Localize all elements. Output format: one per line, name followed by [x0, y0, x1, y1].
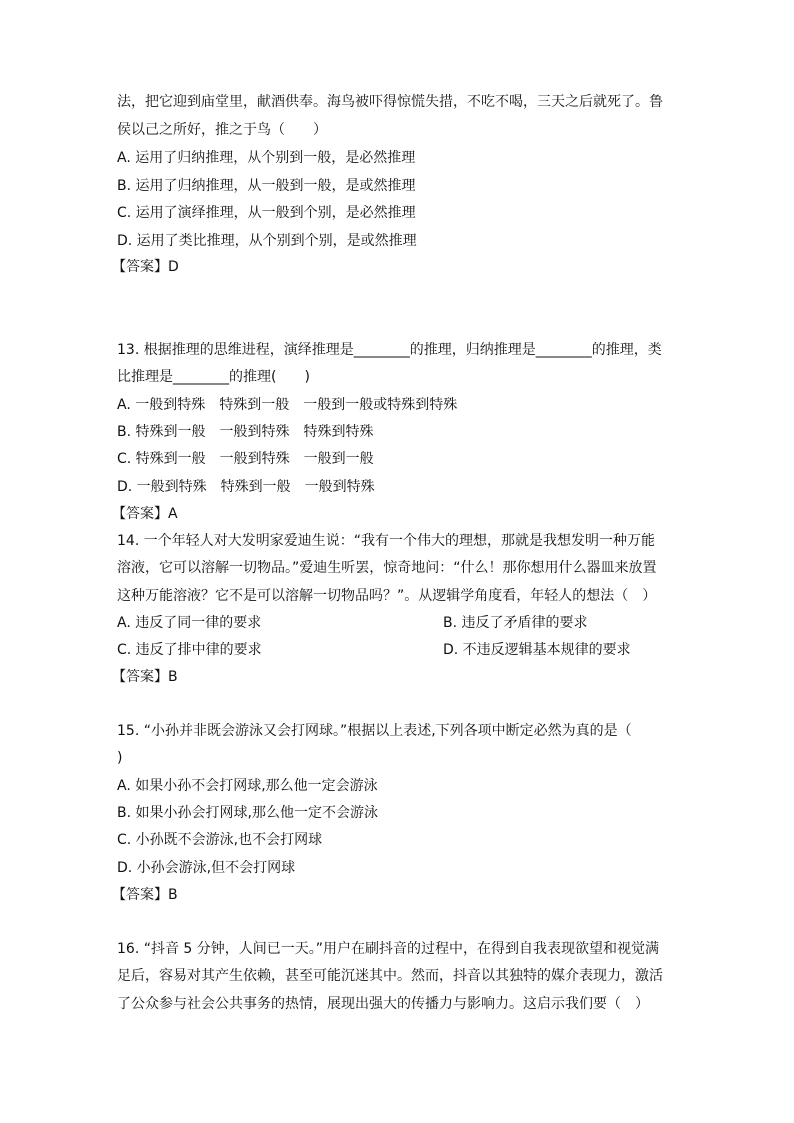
- question-text: 了公众参与社会公共事务的热情，展现出强大的传播力与影响力。这启示我们要（ ）: [117, 996, 649, 1012]
- question-text: ): [117, 750, 123, 766]
- question-text: 13. 根据推理的思维进程，演绎推理是________的推理，归纳推理是________的推理，类: [117, 342, 662, 358]
- question-text: 侯以己之所好，推之于鸟（ ）: [117, 122, 327, 138]
- option-a: A. 如果小孙不会打网球,那么他一定会游泳: [117, 778, 378, 794]
- question-text: 法，把它迎到庙堂里，献酒供奉。海鸟被吓得惊慌失措，不吃不喝，三天之后就死了。鲁: [117, 94, 663, 110]
- option-b: B. 如果小孙会打网球,那么他一定不会游泳: [117, 805, 378, 821]
- question-text: 溶液，它可以溶解一切物品。”爱迪生听罢，惊奇地问：“什么！那你想用什么器皿来放置: [117, 560, 657, 576]
- option-d: D. 不违反逻辑基本规律的要求: [443, 642, 631, 658]
- option-c: C. 运用了演绎推理，从一般到个别，是必然推理: [117, 205, 416, 221]
- option-a: A. 一般到特殊 特殊到一般 一般到一般或特殊到特殊: [117, 397, 458, 413]
- option-d: D. 小孙会游泳,但不会打网球: [117, 860, 296, 876]
- option-d: D. 运用了类比推理，从个别到个别，是或然推理: [117, 233, 417, 249]
- option-c: C. 特殊到一般 一般到特殊 一般到一般: [117, 451, 374, 467]
- answer: 【答案】D: [112, 259, 179, 275]
- question-text: 14. 一个年轻人对大发明家爱迪生说：“我有一个伟大的理想，那就是我想发明一种万能: [117, 533, 655, 549]
- question-text: 比推理是________的推理( ): [117, 369, 310, 385]
- question-text: 15. “小孙并非既会游泳又会打网球。”根据以上表述,下列各项中断定必然为真的是（: [117, 723, 632, 739]
- option-c: C. 小孙既不会游泳,也不会打网球: [117, 832, 323, 848]
- option-b: B. 特殊到一般 一般到特殊 特殊到特殊: [117, 424, 374, 440]
- question-text: 16. “抖音 5 分钟，人间已一天。”用户在刷抖音的过程中，在得到自我表现欲望和视觉满: [117, 941, 660, 957]
- question-text: 这种万能溶液？它不是可以溶解一切物品吗？”。从逻辑学角度看，年轻人的想法（ ）: [117, 588, 657, 604]
- option-b: B. 违反了矛盾律的要求: [443, 615, 588, 631]
- question-text: 足后，容易对其产生依赖，甚至可能沉迷其中。然而，抖音以其独特的媒介表现力，激活: [117, 968, 663, 984]
- answer: 【答案】A: [112, 506, 178, 522]
- option-a: A. 运用了归纳推理，从个别到一般，是必然推理: [117, 150, 416, 166]
- answer: 【答案】B: [112, 887, 178, 903]
- option-b: B. 运用了归纳推理，从一般到一般，是或然推理: [117, 178, 416, 194]
- option-d: D. 一般到特殊 特殊到一般 一般到特殊: [117, 479, 375, 495]
- option-a: A. 违反了同一律的要求: [117, 615, 262, 631]
- option-c: C. 违反了排中律的要求: [117, 642, 262, 658]
- answer: 【答案】B: [112, 669, 178, 685]
